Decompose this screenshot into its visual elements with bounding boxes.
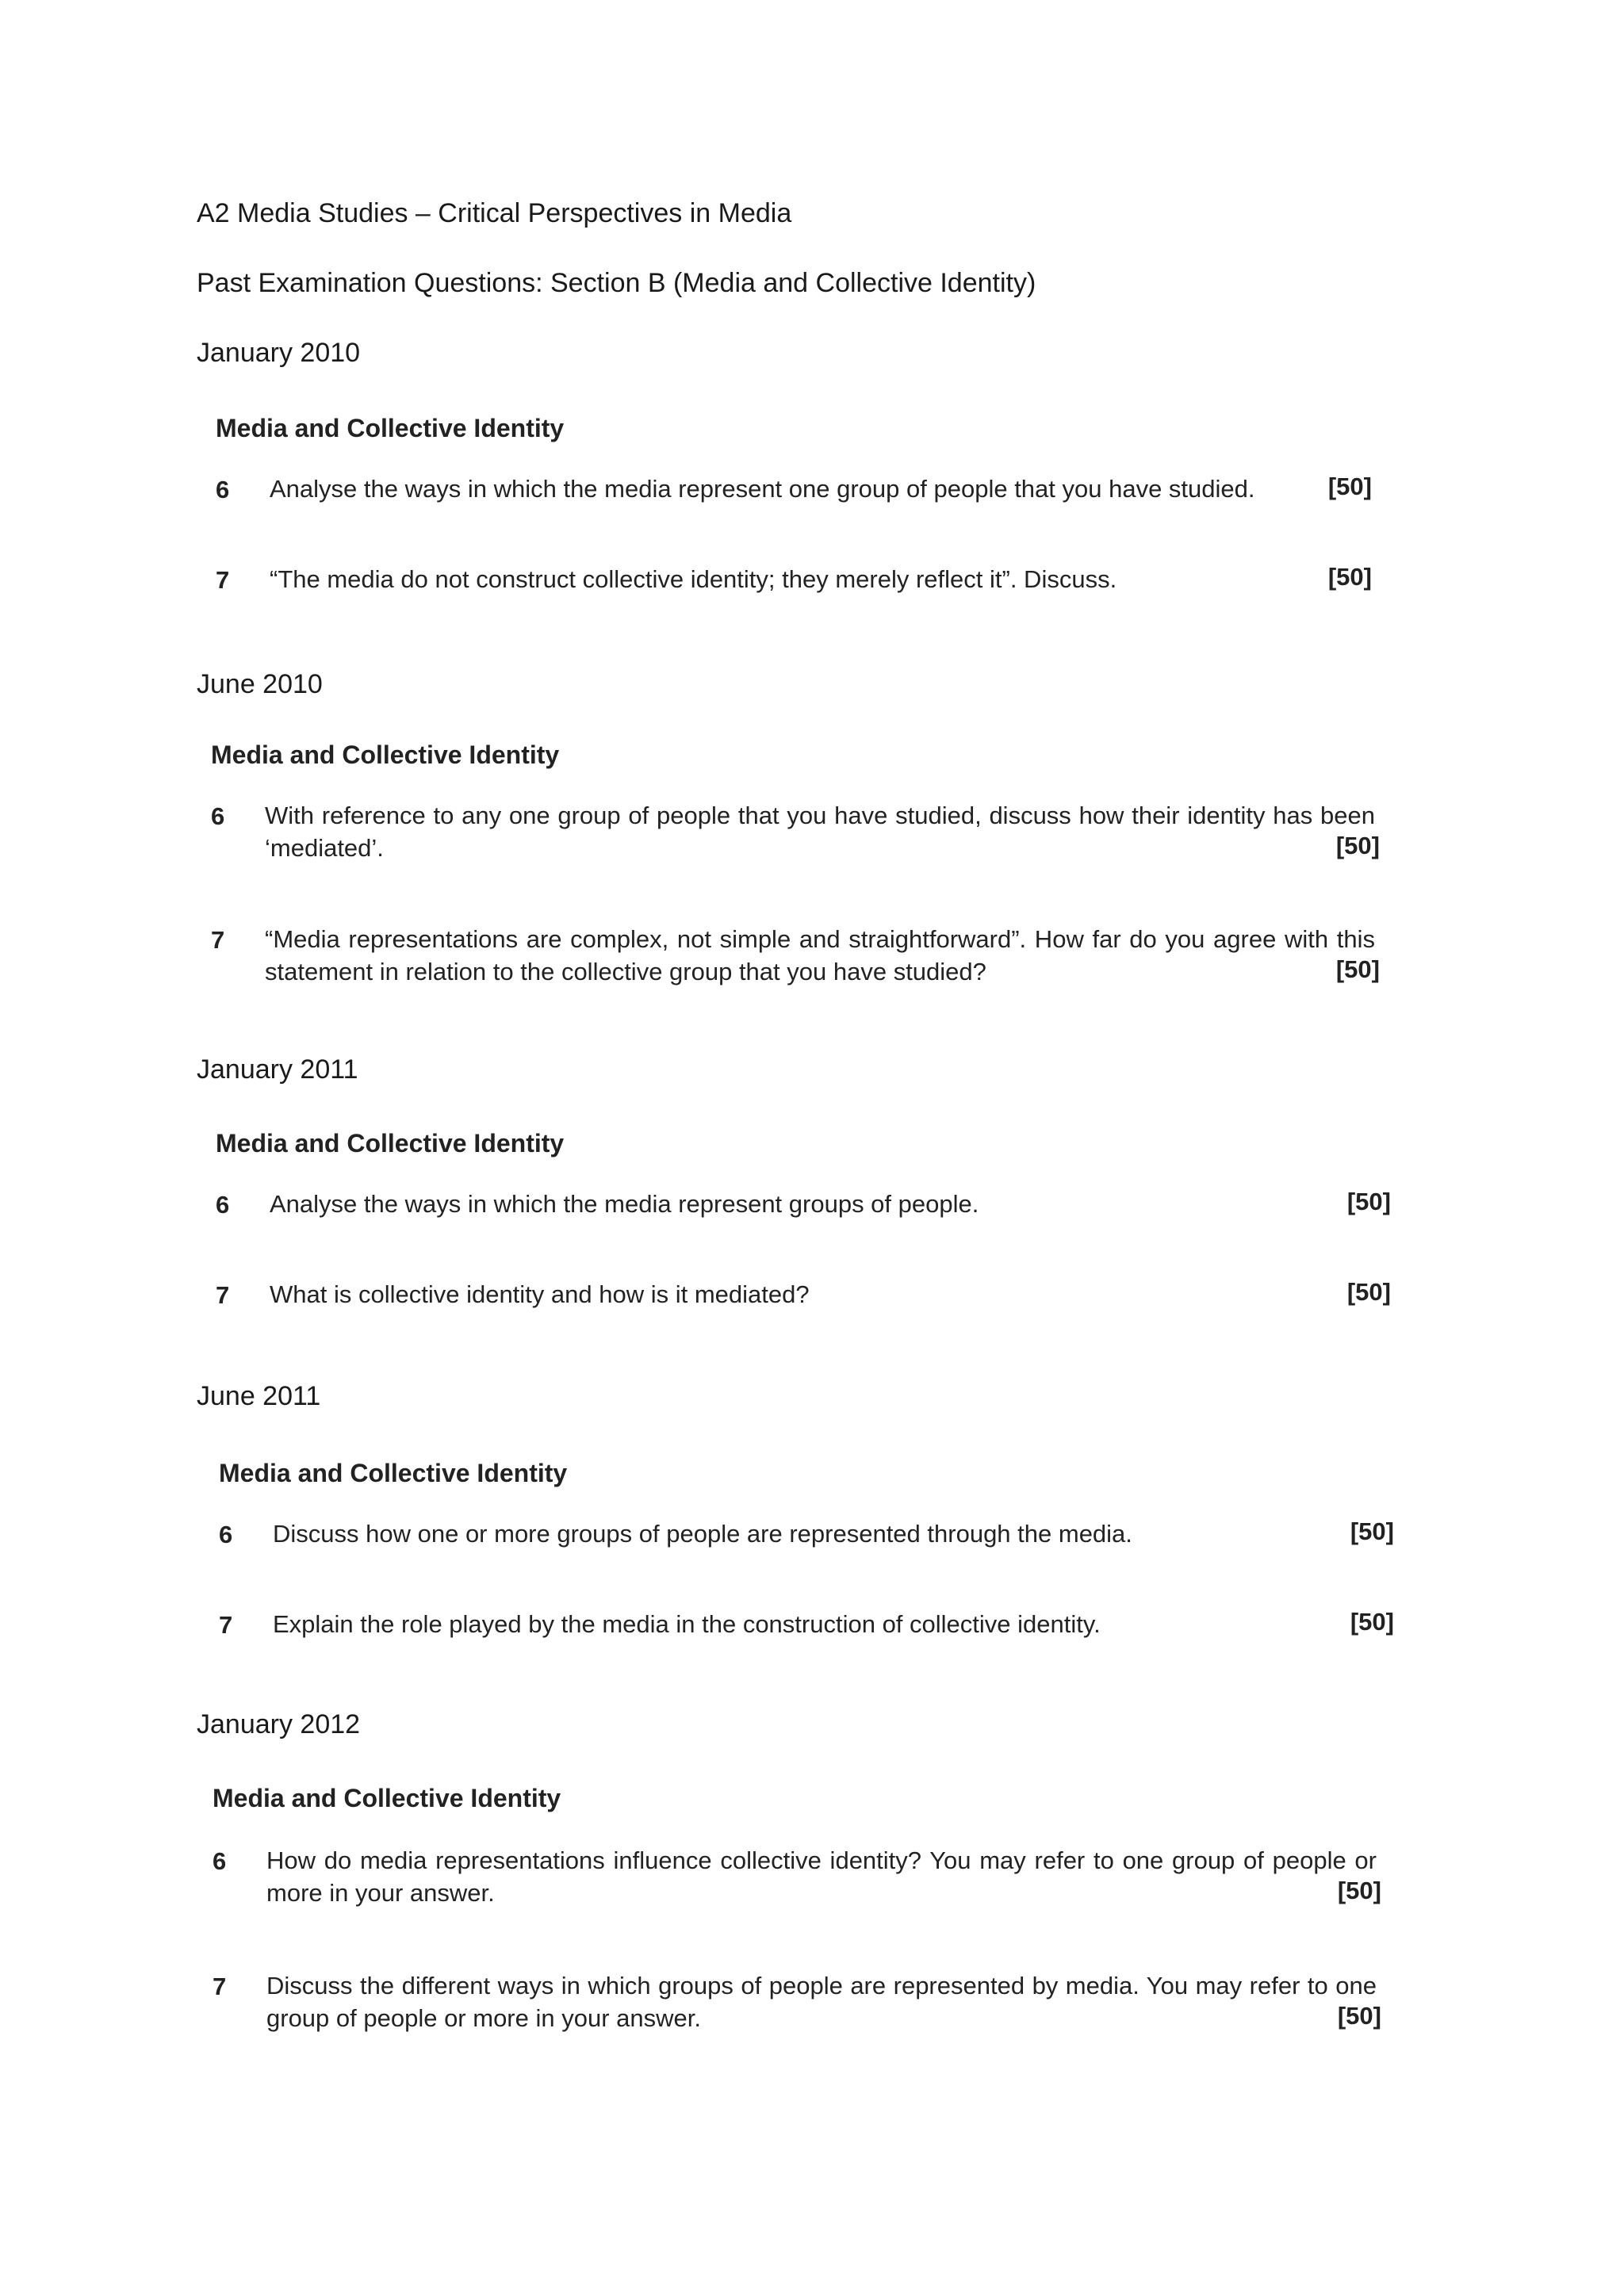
exam-paper-section bbox=[216, 414, 1389, 604]
exam-paper-section bbox=[213, 1784, 1410, 2038]
question-text: “The media do not construct collective identity; they merely reflect it”. Discuss. bbox=[270, 565, 1117, 593]
session-date: January 2011 bbox=[197, 1054, 358, 1085]
question-text: “Media representations are complex, not simple and straightforward”. How far do you agree with this statement in relation to the collective group that you have studied? bbox=[265, 925, 1375, 985]
session-date: June 2010 bbox=[197, 669, 323, 699]
session-date: June 2011 bbox=[197, 1381, 321, 1411]
paper-heading: Media and Collective Identity bbox=[219, 1459, 568, 1487]
paper-heading: Media and Collective Identity bbox=[213, 1784, 561, 1812]
document-subtitle: Past Examination Questions: Section B (Media and Collective Identity) bbox=[197, 268, 1036, 298]
question-number: 7 bbox=[216, 1281, 230, 1309]
question-number: 6 bbox=[216, 476, 230, 503]
question-number: 6 bbox=[213, 1847, 227, 1875]
session-date: January 2010 bbox=[197, 338, 361, 368]
question-number: 6 bbox=[219, 1521, 233, 1548]
paper-heading: Media and Collective Identity bbox=[216, 414, 565, 442]
question-number: 7 bbox=[219, 1611, 233, 1639]
exam-paper-section bbox=[219, 1459, 1408, 1649]
session-date: January 2012 bbox=[197, 1709, 361, 1739]
question-text: How do media representations influence collective identity? You may refer to one group of people or more in your answer. bbox=[266, 1846, 1377, 1907]
document-title: A2 Media Studies – Critical Perspectives in Media bbox=[197, 198, 792, 228]
question-text: With reference to any one group of people that you have studied, discuss how their identity has been ‘mediated’. bbox=[265, 802, 1375, 862]
question-marks: [50] bbox=[1337, 2002, 1381, 2030]
question-marks: [50] bbox=[1346, 1278, 1391, 1306]
exam-paper-section bbox=[211, 740, 1404, 994]
question-number: 7 bbox=[216, 566, 230, 594]
question-marks: [50] bbox=[1335, 955, 1380, 983]
question-number: 6 bbox=[216, 1191, 230, 1219]
question-marks: [50] bbox=[1327, 473, 1372, 500]
paper-heading: Media and Collective Identity bbox=[216, 1129, 565, 1158]
question-text: Analyse the ways in which the media represent one group of people that you have studied. bbox=[270, 475, 1255, 503]
question-number: 6 bbox=[211, 802, 225, 830]
question-marks: [50] bbox=[1346, 1188, 1391, 1215]
question-marks: [50] bbox=[1350, 1608, 1394, 1636]
question-marks: [50] bbox=[1327, 563, 1372, 591]
question-number: 7 bbox=[213, 1973, 227, 2000]
question-text: Discuss the different ways in which groups of people are represented by media. You may refer to one group of people or more in your answer. bbox=[266, 1972, 1377, 2032]
exam-paper-section bbox=[216, 1129, 1405, 1319]
question-text: Analyse the ways in which the media represent groups of people. bbox=[270, 1190, 979, 1218]
question-text: Explain the role played by the media in the construction of collective identity. bbox=[273, 1610, 1101, 1638]
question-marks: [50] bbox=[1335, 832, 1380, 859]
question-number: 7 bbox=[211, 926, 225, 954]
question-marks: [50] bbox=[1337, 1877, 1381, 1904]
question-text: What is collective identity and how is it mediated? bbox=[270, 1280, 810, 1308]
question-marks: [50] bbox=[1350, 1517, 1394, 1545]
question-text: Discuss how one or more groups of people are represented through the media. bbox=[273, 1520, 1132, 1548]
paper-heading: Media and Collective Identity bbox=[211, 740, 560, 769]
